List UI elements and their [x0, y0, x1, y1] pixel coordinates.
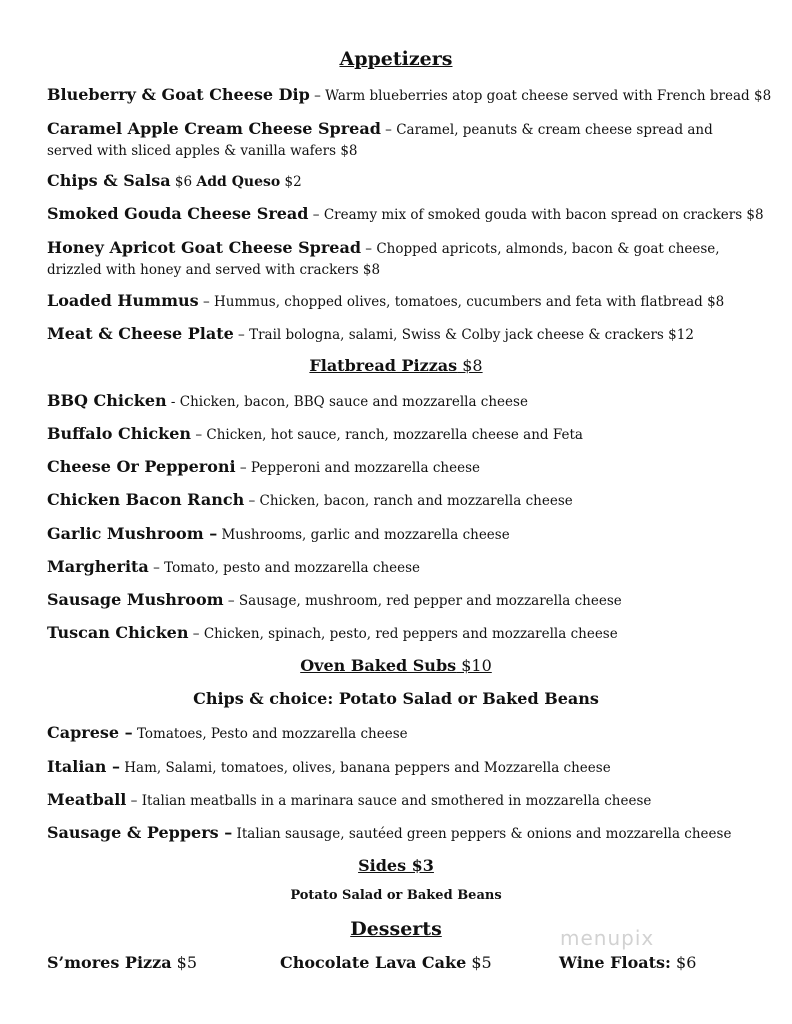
menu-item [47, 622, 747, 645]
item-desc: – Chicken, bacon, ranch and mozzarella cheese [244, 493, 573, 509]
item-name: Italian – [47, 757, 120, 776]
item-desc: – Sausage, mushroom, red pepper and mozzarella cheese [223, 593, 622, 609]
dessert-item [559, 953, 696, 972]
item-desc: – Tomato, pesto and mozzarella cheese [148, 560, 421, 576]
menu-item [47, 290, 747, 313]
item-name: Chocolate Lava Cake [280, 953, 467, 972]
item-name: Sausage & Peppers – [47, 823, 233, 842]
item-desc: – Pepperoni and mozzarella cheese [235, 460, 480, 476]
item-name: Meat & Cheese Plate [47, 324, 234, 343]
menu-item [47, 170, 747, 193]
menu-item [47, 423, 747, 446]
menu-item [47, 589, 747, 612]
menu-item [47, 203, 764, 226]
item-name: Margherita [47, 557, 149, 576]
menu-item [47, 722, 747, 745]
item-name: Tuscan Chicken [47, 623, 189, 642]
item-name: Chicken Bacon Ranch [47, 490, 245, 509]
item-desc: – Italian meatballs in a marinara sauce and smothered in mozzarella cheese [126, 793, 652, 809]
item-name: Meatball [47, 790, 127, 809]
item-name: Caramel Apple Cream Cheese Spread [47, 119, 381, 138]
item-desc: – Trail bologna, salami, Swiss & Colby jack cheese & crackers $12 [233, 327, 694, 343]
sides-subtitle: Potato Salad or Baked Beans [290, 888, 502, 903]
item-price: $6 [170, 174, 197, 190]
menu-item [47, 489, 747, 512]
menu-item [47, 556, 747, 579]
item-desc: Ham, Salami, tomatoes, olives, banana peppers and Mozzarella cheese [119, 760, 611, 776]
section-title: Oven Baked Subs [300, 656, 457, 675]
dessert-item [280, 953, 492, 972]
item-desc: Italian sausage, sautéed green peppers & onions and mozzarella cheese [232, 826, 732, 842]
menu-item [47, 756, 747, 779]
menu-item [47, 822, 747, 845]
item-name: Garlic Mushroom – [47, 524, 218, 543]
item-desc: – Hummus, chopped olives, tomatoes, cucumbers and feta with flatbread $8 [198, 294, 725, 310]
item-name: Honey Apricot Goat Cheese Spread [47, 238, 362, 257]
sides-heading: Sides $3 [358, 856, 434, 875]
item-name: Buffalo Chicken [47, 424, 192, 443]
menu-item [47, 789, 747, 812]
dessert-item [47, 953, 197, 972]
item-name: Blueberry & Goat Cheese Dip [47, 85, 310, 104]
item-desc: Tomatoes, Pesto and mozzarella cheese [132, 726, 408, 742]
item-desc: – Warm blueberries atop goat cheese served with French bread $8 [309, 88, 772, 104]
item-desc: – Caramel, peanuts & cream cheese spread and served with sliced apples & vanilla wafers $8 [47, 122, 713, 159]
menu-item [47, 84, 772, 107]
menu-item [47, 456, 747, 479]
desserts-heading: Desserts [350, 918, 442, 940]
flatbread-heading [0, 356, 792, 375]
subs-subtitle: Chips & choice: Potato Salad or Baked Beans [193, 689, 599, 708]
menu-item [47, 523, 747, 546]
item-desc: – Chopped apricots, almonds, bacon & goat cheese, drizzled with honey and served with crackers $8 [47, 241, 720, 278]
item-name: Wine Floats: [559, 953, 671, 972]
item-name: Smoked Gouda Cheese Sread [47, 204, 309, 223]
appetizers-heading: Appetizers [339, 48, 453, 70]
section-price: $8 [457, 356, 483, 375]
item-desc: – Creamy mix of smoked gouda with bacon spread on crackers $8 [308, 207, 764, 223]
item-name: Chips & Salsa [47, 171, 171, 190]
item-name: Sausage Mushroom [47, 590, 224, 609]
item-desc: - Chicken, bacon, BBQ sauce and mozzarella cheese [166, 394, 528, 410]
section-price: $10 [456, 656, 492, 675]
menu-item [47, 118, 747, 162]
item-name: S’mores Pizza [47, 953, 172, 972]
item-desc: – Chicken, hot sauce, ranch, mozzarella cheese and Feta [191, 427, 583, 443]
menu-item [47, 323, 747, 346]
menu-item [47, 237, 747, 281]
item-price: $5 [171, 953, 198, 972]
item-addon-price: $2 [280, 174, 302, 190]
item-name: BBQ Chicken [47, 391, 167, 410]
item-desc: Mushrooms, garlic and mozzarella cheese [217, 527, 510, 543]
subs-heading [0, 656, 792, 675]
menu-item [47, 390, 747, 413]
item-name: Caprese – [47, 723, 133, 742]
item-price: $5 [466, 953, 492, 972]
section-title: Flatbread Pizzas [309, 356, 458, 375]
item-name: Loaded Hummus [47, 291, 199, 310]
menupix-watermark: menupix [560, 926, 655, 950]
item-name: Cheese Or Pepperoni [47, 457, 236, 476]
item-price: $6 [670, 953, 697, 972]
item-addon: Add Queso [196, 174, 281, 190]
item-desc: – Chicken, spinach, pesto, red peppers and mozzarella cheese [188, 626, 618, 642]
